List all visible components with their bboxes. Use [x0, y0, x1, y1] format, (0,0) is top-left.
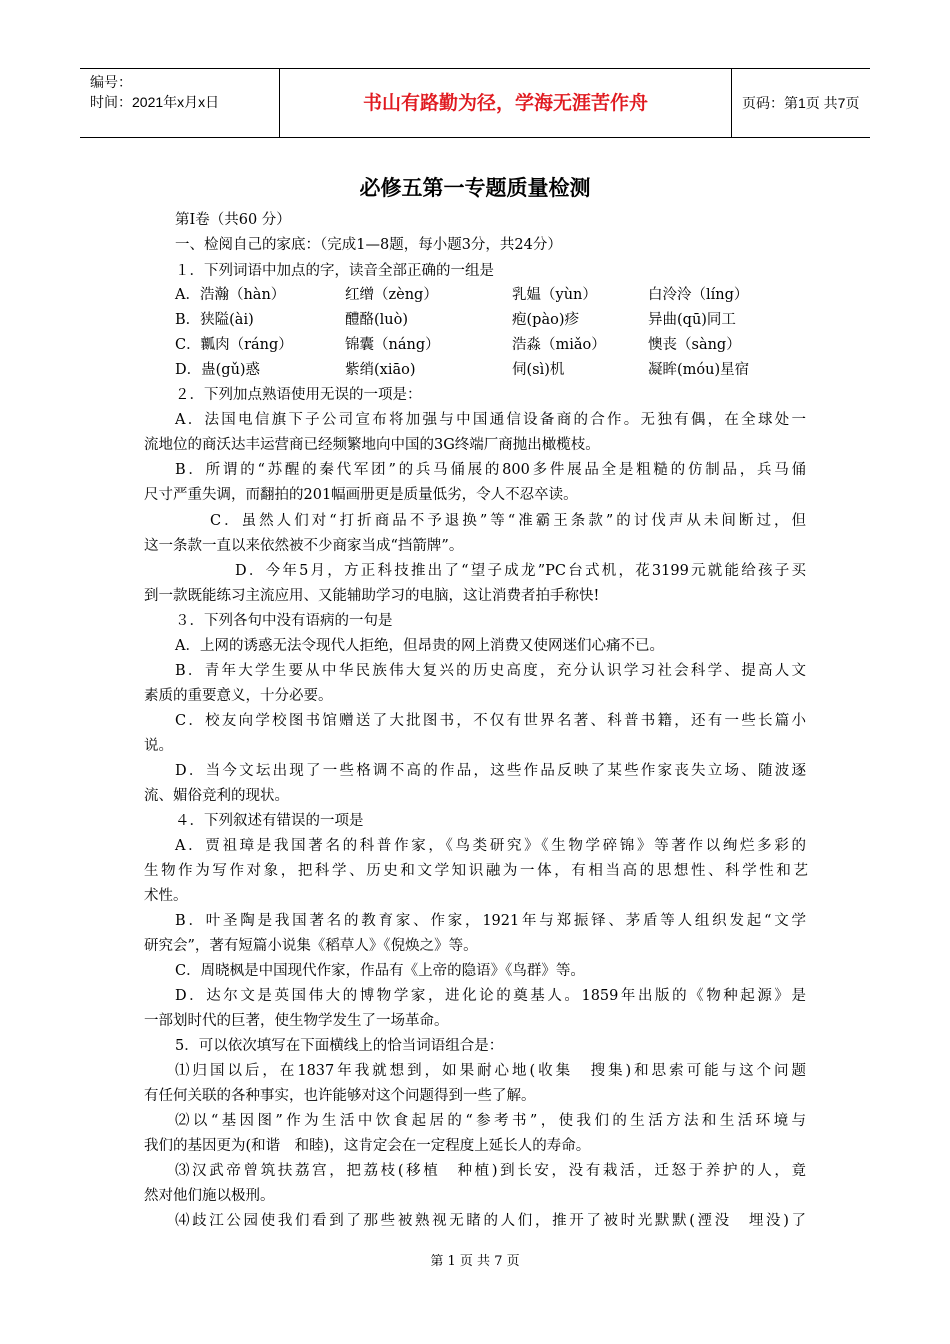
page-title: 必修五第一专题质量检测 [359, 176, 591, 200]
header-motto: 书山有路勤为径，学海无涯苦作舟 [280, 69, 732, 137]
option-cell: B．狭隘(ài) [175, 312, 254, 328]
option-cell: 锦囊（náng） [345, 337, 440, 353]
option-cell: C．瓤肉（ráng） [175, 337, 293, 353]
paragraph-line: D．达尔文是英国伟大的博物学家，进化论的奠基人。1859年出版的《物种起源》是 [175, 988, 806, 1004]
paragraph-line: 流、媚俗竞利的现状。 [144, 788, 289, 804]
section-heading: 一、检阅自己的家底：（完成1—8题，每小题3分，共24分） [175, 237, 562, 253]
paragraph-line: 研究会”，著有短篇小说集《稻草人》《倪焕之》等。 [144, 938, 478, 954]
paragraph-line: 一部划时代的巨著，使生物学发生了一场革命。 [144, 1013, 449, 1029]
paragraph-line: 尺寸严重失调，而翻拍的201幅画册更是质量低劣，令人不忍卒读。 [144, 487, 578, 503]
number-label: 编号： [90, 74, 132, 90]
option-cell: 异曲(qū)同工 [648, 312, 736, 328]
option-cell: A．浩瀚（hàn） [175, 287, 286, 303]
option-cell: 乳媪（yùn） [512, 287, 597, 303]
header-meta [80, 69, 280, 137]
option-cell: 凝眸(móu)星宿 [648, 362, 750, 378]
paragraph-line: ⑵以“基因图”作为生活中饮食起居的“参考书”，使我们的生活方法和生活环境与 [175, 1113, 806, 1129]
time-label: 时间：2021年x月x日 [90, 94, 220, 110]
page-footer: 第 1 页 共 7 页 [430, 1254, 520, 1269]
question-5-stem: 5．可以依次填写在下面横线上的恰当词语组合是： [175, 1038, 504, 1054]
paragraph-line: 素质的重要意义，十分必要。 [144, 688, 333, 704]
question-1-stem: １．下列词语中加点的字，读音全部正确的一组是 [175, 263, 494, 279]
paragraph-line: ⑶汉武帝曾筑扶荔宫，把荔枝(移植 种植)到长安，没有栽活，迁怒于养护的人，竟 [175, 1163, 806, 1179]
paragraph-line: 到一款既能练习主流应用、又能辅助学习的电脑，这让消费者拍手称快! [144, 588, 600, 604]
paragraph-line: 我们的基因更为(和谐 和睦)，这肯定会在一定程度上延长人的寿命。 [144, 1138, 591, 1154]
paragraph-line: D．当今文坛出现了一些格调不高的作品，这些作品反映了某些作家丧失立场、随波逐 [175, 763, 806, 779]
option-cell: 红缯（zèng） [345, 287, 438, 303]
paragraph-line: A．贾祖璋是我国著名的科普作家，《鸟类研究》《生物学碎锦》等著作以绚烂多彩的 [175, 838, 806, 854]
paragraph-line: C．虽然人们对“打折商品不予退换”等“准霸王条款”的讨伐声从未间断过，但 [210, 513, 806, 529]
paragraph-line: 生物作为写作对象，把科学、历史和文学知识融为一体，有相当高的思想性、科学性和艺 [144, 863, 808, 879]
paragraph-line: B．所谓的“苏醒的秦代军团”的兵马俑展的800多件展品全是粗糙的仿制品，兵马俑 [175, 462, 806, 478]
option-cell: 浩淼（miǎo） [512, 337, 606, 353]
option-cell: 疱(pào)疹 [512, 312, 579, 328]
header-table [80, 68, 870, 138]
paragraph-line: C．校友向学校图书馆赠送了大批图书，不仅有世界名著、科普书籍，还有一些长篇小 [175, 713, 806, 729]
option-cell: 紫绡(xiāo) [345, 362, 416, 378]
option-cell: D．蛊(gǔ)惑 [175, 362, 261, 378]
option-cell: 懊丧（sàng） [648, 337, 741, 353]
question-3-stem: ３．下列各句中没有语病的一句是 [175, 613, 393, 629]
question-2-stem: ２．下列加点熟语使用无误的一项是： [175, 387, 422, 403]
paragraph-line: C．周晓枫是中国现代作家，作品有《上帝的隐语》《鸟群》等。 [175, 963, 585, 979]
option-cell: 伺(sì)机 [512, 362, 565, 378]
paragraph-line: B．叶圣陶是我国著名的教育家、作家，1921年与郑振铎、茅盾等人组织发起“文学 [175, 913, 806, 929]
volume-label: 第Ⅰ卷（共60 分） [175, 212, 291, 228]
option-cell: 白泠泠（líng） [648, 287, 749, 303]
paragraph-line: ⑴归国以后，在1837年我就想到，如果耐心地(收集 搜集)和思索可能与这个问题 [175, 1063, 806, 1079]
paragraph-line: A．法国电信旗下子公司宣布将加强与中国通信设备商的合作。无独有偶，在全球处一 [175, 412, 806, 428]
paragraph-line: 这一条款一直以来依然被不少商家当成“挡箭牌”。 [144, 538, 464, 554]
paragraph-line: 术性。 [144, 888, 188, 904]
option-cell: 醴酪(luò) [345, 312, 409, 328]
paragraph-line: 有任何关联的各种事实，也许能够对这个问题得到一些了解。 [144, 1088, 536, 1104]
paragraph-line: D．今年5月，方正科技推出了“望子成龙”PC台式机，花3199元就能给孩子买 [235, 563, 806, 579]
paragraph-line: 然对他们施以极刑。 [144, 1188, 275, 1204]
paragraph-line: 说。 [144, 738, 173, 754]
paragraph-line: ⑷歧江公园使我们看到了那些被熟视无睹的人们，推开了被时光默默(湮没 埋没)了 [175, 1213, 806, 1229]
header-page-code: 页码：第1页 共7页 [742, 95, 860, 111]
question-4-stem: ４．下列叙述有错误的一项是 [175, 813, 364, 829]
paragraph-line: B．青年大学生要从中华民族伟大复兴的历史高度，充分认识学习社会科学、提高人文 [175, 663, 806, 679]
paragraph-line: A．上网的诱惑无法令现代人拒绝，但昂贵的网上消费又使网迷们心痛不已。 [175, 638, 664, 654]
paragraph-line: 流地位的商沃达丰运营商已经频繁地向中国的3G终端厂商抛出橄榄枝。 [144, 437, 600, 453]
